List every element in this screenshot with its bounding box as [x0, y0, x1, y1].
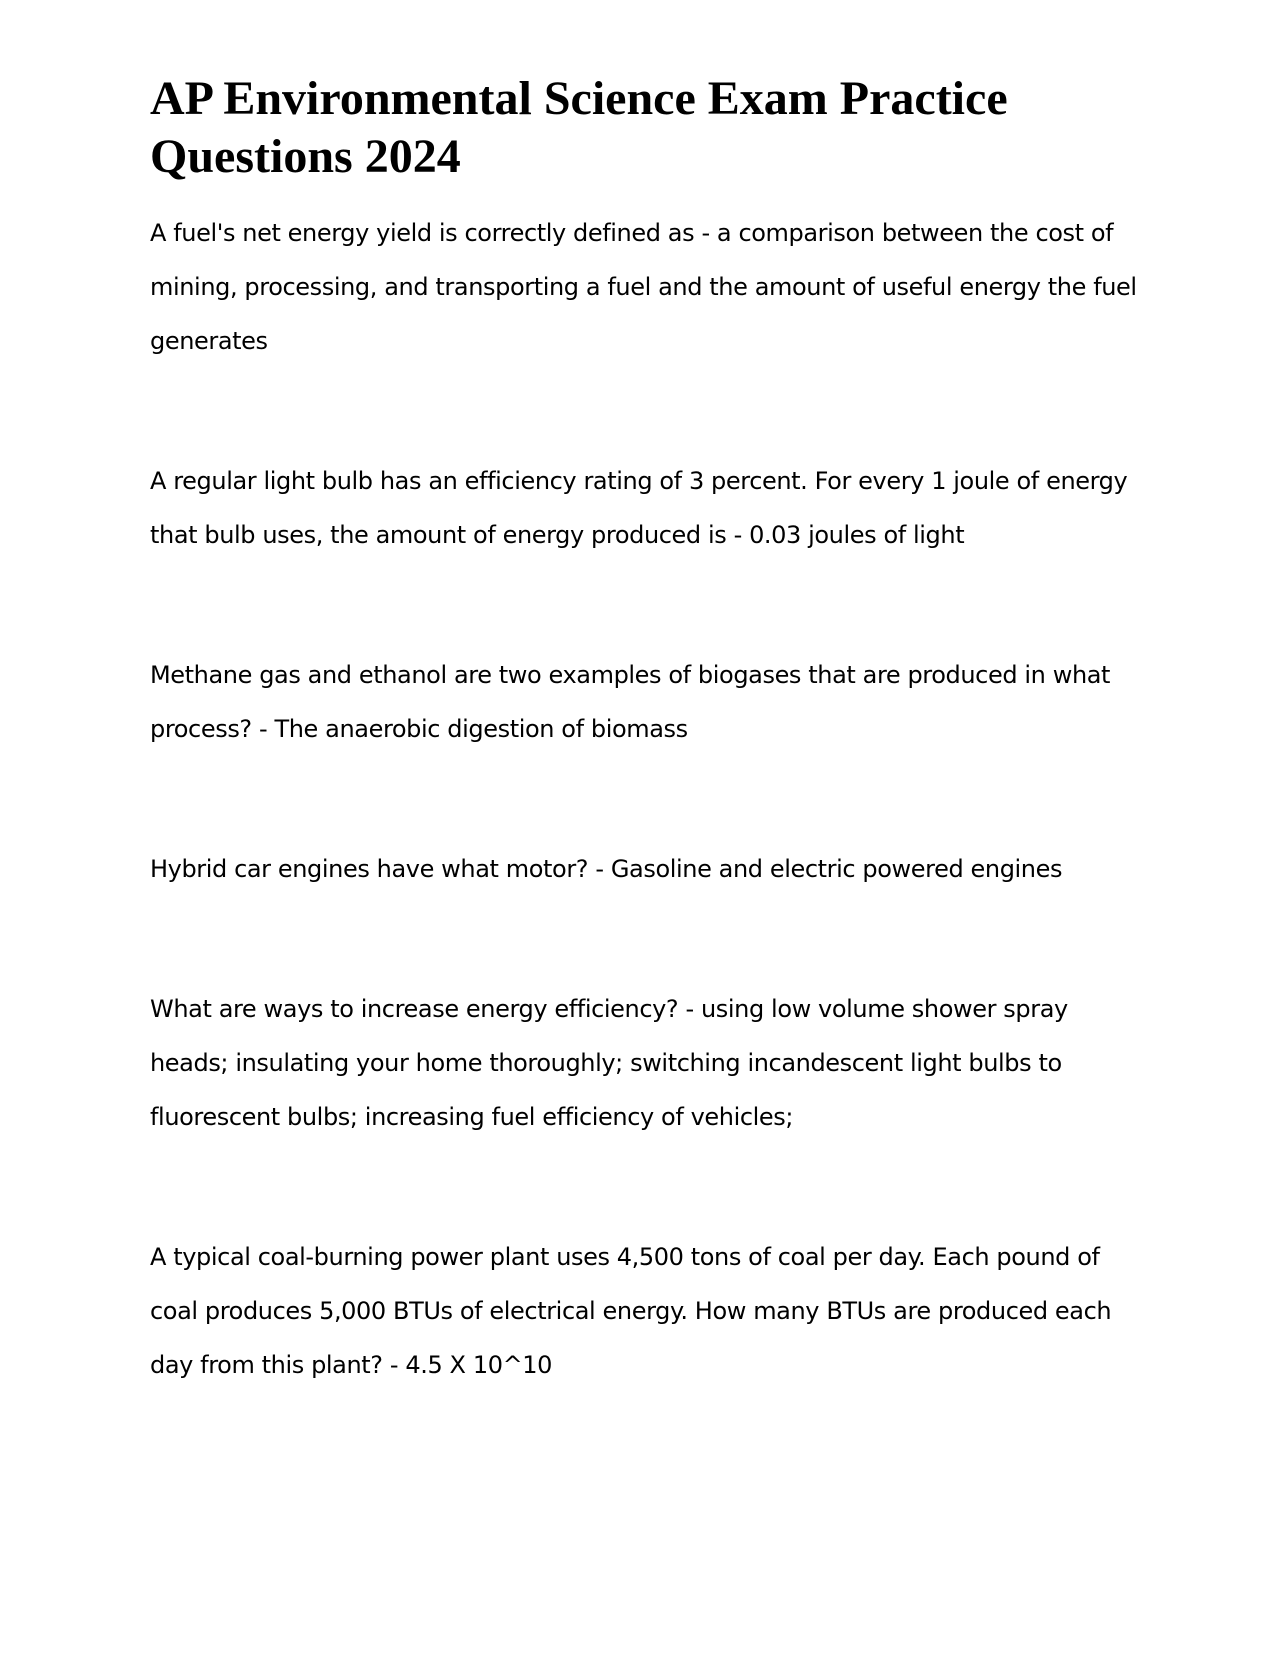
- qa-item: A typical coal-burning power plant uses 4,500 tons of coal per day. Each pound of coal produces 5,000 BTUs of electrical energy. How many BTUs are produced each day from this plant? - 4.5 X 10^10: [150, 1243, 1112, 1379]
- document-content: [150, 70, 1140, 1478]
- qa-item: A regular light bulb has an efficiency rating of 3 percent. For every 1 joule of energy that bulb uses, the amount of energy produced is - 0.03 joules of light: [150, 467, 1128, 549]
- page-title: AP Environmental Science Exam Practice Questions 2024: [150, 72, 1008, 183]
- qa-item: Hybrid car engines have what motor? - Gasoline and electric powered engines: [150, 855, 1063, 883]
- qa-item: Methane gas and ethanol are two examples of biogases that are produced in what process? - The anaerobic digestion of biomass: [150, 661, 1111, 743]
- qa-item: What are ways to increase energy efficiency? - using low volume shower spray heads; insulating your home thoroughly; switching incandescent light bulbs to fluorescent bulbs; increasing fuel efficiency of vehicles;: [150, 995, 1068, 1131]
- qa-item: A fuel's net energy yield is correctly defined as - a comparison between the cost of mining, processing, and transporting a fuel and the amount of useful energy the fuel generates: [150, 219, 1137, 355]
